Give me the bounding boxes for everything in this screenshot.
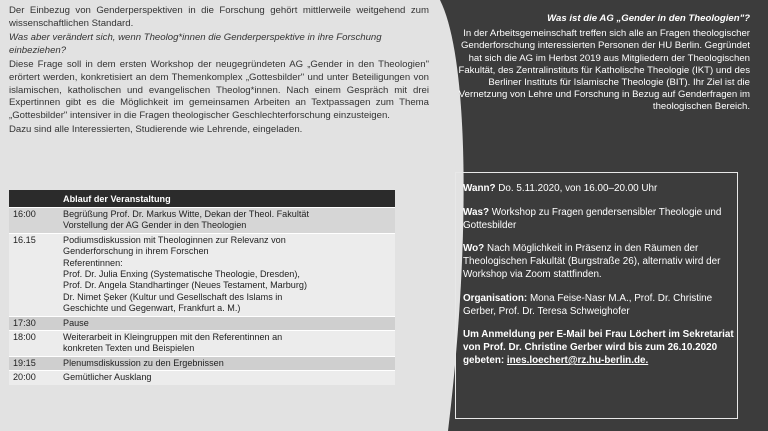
event-info-box bbox=[455, 172, 738, 419]
intro-paragraph-2: Diese Frage soll in dem ersten Workshop der neugegründeten AG „Gender in den Theologien" erörtert werden, konkretisiert an dem Themenkomplex „Gottesbilder" und unter Beteiligungen von islamischen, katholischen und evangelischen Theolog*innen. Nach einem Gespräch mit drei Expertinnen gibt es die Möglichkeit im gemeinsamen Arbeiten an Textpassagen zum Thema „Gottesbilder" intensiver in die Fragen theologischer Geschlechterforschung einzusteigen. bbox=[9, 59, 429, 121]
when-label: Wann? bbox=[463, 183, 496, 194]
schedule-time: 19:15 bbox=[9, 356, 59, 370]
organisation-label: Organisation: bbox=[463, 292, 528, 304]
schedule-line: Gemütlicher Ausklang bbox=[63, 372, 152, 383]
schedule-description bbox=[59, 208, 395, 234]
schedule-description bbox=[59, 371, 395, 385]
intro-question: Was aber verändert sich, wenn Theolog*innen die Genderperspektive in ihre Forschung einbeziehen? bbox=[9, 32, 382, 56]
info-registration bbox=[463, 329, 737, 367]
ag-text: In der Arbeitsgemeinschaft treffen sich alle an Fragen theologischer Genderforschung interessierten Personen der HU Berlin. Gegründet hat sich die AG im Herbst 2019 aus Mitgliedern der Theologischen Fakultät, des Zentralinstituts für Katholische Theologie (IKT) und des Berliner Instituts für Islamische Theologie (BIT). Ihr Ziel ist die Vernetzung von Lehre und Forschung in Bezug auf Genderfragen im theologischen Bereich. bbox=[458, 28, 750, 113]
schedule-line: Vorstellung der AG Gender in den Theologien bbox=[63, 220, 247, 231]
schedule-header-title: Ablauf der Veranstaltung bbox=[59, 190, 395, 208]
schedule-line: Prof. Dr. Angela Standhartinger (Neues Testament, Marburg) bbox=[63, 280, 307, 291]
schedule-time: 16:00 bbox=[9, 208, 59, 234]
schedule-line: Pause bbox=[63, 317, 89, 328]
schedule-line: Referentinnen: bbox=[63, 257, 123, 268]
table-row bbox=[9, 371, 395, 385]
intro-text-block bbox=[9, 5, 429, 139]
schedule-table bbox=[9, 190, 395, 385]
what-label: Was? bbox=[463, 206, 489, 218]
schedule-description bbox=[59, 356, 395, 370]
schedule-description bbox=[59, 316, 395, 330]
info-where bbox=[463, 243, 737, 281]
schedule-time: 17:30 bbox=[9, 316, 59, 330]
ag-description-block bbox=[456, 13, 750, 114]
schedule-line: Weiterarbeit in Kleingruppen mit den Referentinnen an bbox=[63, 332, 283, 343]
info-organisation bbox=[463, 293, 737, 319]
schedule-time: 20:00 bbox=[9, 371, 59, 385]
table-row bbox=[9, 233, 395, 316]
email-link[interactable]: ines.loechert@rz.hu-berlin.de. bbox=[506, 354, 649, 366]
table-row bbox=[9, 316, 395, 330]
table-row bbox=[9, 331, 395, 357]
info-when bbox=[463, 183, 737, 196]
table-row bbox=[9, 356, 395, 370]
schedule-line: Plenumsdiskussion zu den Ergebnissen bbox=[63, 357, 224, 368]
schedule-line: Begrüßung Prof. Dr. Markus Witte, Dekan der Theol. Fakultät bbox=[63, 209, 309, 219]
intro-paragraph-1: Der Einbezug von Genderperspektiven in die Forschung gehört mittlerweile weitgehend zum wissenschaftlichen Standard. bbox=[9, 5, 429, 29]
schedule-header-row bbox=[9, 190, 395, 208]
schedule-line: Podiumsdiskussion mit Theologinnen zur Relevanz von bbox=[63, 234, 286, 245]
what-text: Workshop zu Fragen gendersensibler Theologie und Gottesbilder bbox=[463, 206, 722, 231]
table-row bbox=[9, 208, 395, 234]
ag-title: Was ist die AG „Gender in den Theologien"? bbox=[547, 13, 750, 24]
where-text: Nach Möglichkeit in Präsenz in den Räumen der Theologischen Fakultät (Burgstraße 26), alternativ wird der Workshop via Zoom stattfinden. bbox=[463, 243, 721, 280]
when-text: Do. 5.11.2020, von 16.00–20.00 Uhr bbox=[498, 183, 658, 194]
schedule-time: 16.15 bbox=[9, 233, 59, 316]
schedule-line: Prof. Dr. Julia Enxing (Systematische Theologie, Dresden), bbox=[63, 269, 300, 280]
registration-text: Um Anmeldung per E-Mail bei Frau Löchert im Sekretariat von Prof. Dr. Christine Gerber wird bis zum 26.10.2020 gebeten: bbox=[463, 329, 734, 366]
schedule-time: 18:00 bbox=[9, 331, 59, 357]
schedule-description bbox=[59, 331, 395, 357]
schedule-header-time bbox=[9, 190, 59, 208]
organisation-text: Mona Feise-Nasr M.A., Prof. Dr. Christine Gerber, Prof. Dr. Teresa Schweighofer bbox=[463, 292, 713, 317]
schedule-line: Geschichte und Gegenwart, Frankfurt a. M.) bbox=[63, 303, 241, 314]
where-label: Wo? bbox=[463, 243, 485, 255]
intro-paragraph-3: Dazu sind alle Interessierten, Studierende wie Lehrende, eingeladen. bbox=[9, 124, 303, 136]
schedule-line: Genderforschung in ihrem Forschen bbox=[63, 246, 209, 257]
info-what bbox=[463, 207, 737, 233]
schedule-description bbox=[59, 233, 395, 316]
schedule-line: Dr. Nimet Şeker (Kultur und Gesellschaft des Islams in bbox=[63, 291, 283, 302]
schedule-line: konkreten Texten und Beispielen bbox=[63, 343, 195, 354]
